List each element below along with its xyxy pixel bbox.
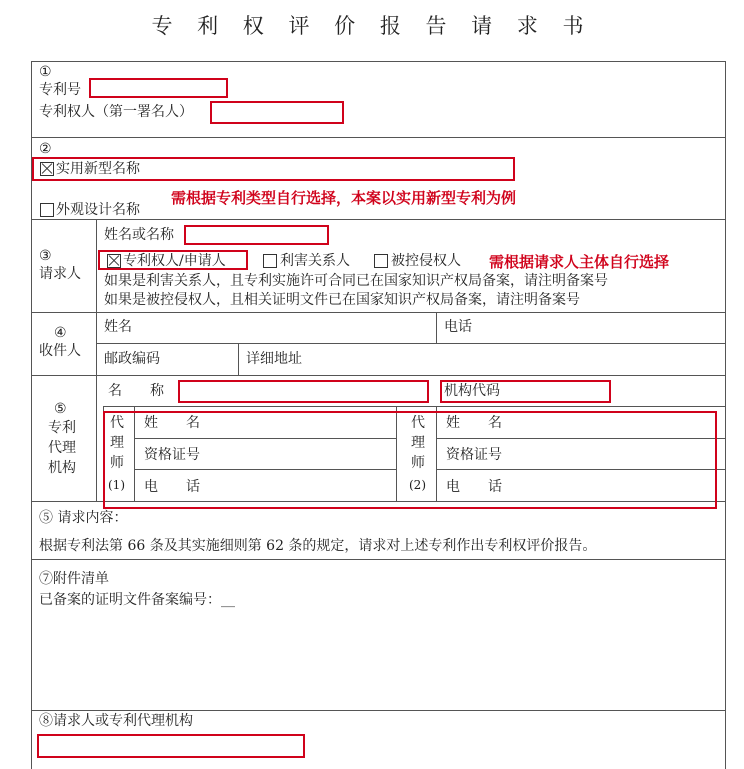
agency-label-line1: 专利 bbox=[48, 420, 76, 436]
agent1-char-3: 师 bbox=[110, 455, 124, 471]
utility-model-label: 实用新型名称 bbox=[56, 161, 140, 177]
agent1-index: (1) bbox=[108, 478, 125, 492]
frame-right bbox=[725, 61, 726, 769]
infringer-instruction: 如果是被控侵权人，且相关证明文件已在国家知识产权局备案，请注明备案号 bbox=[104, 292, 580, 308]
agent2-char-1: 代 bbox=[411, 415, 425, 431]
design-checkbox[interactable] bbox=[40, 203, 54, 217]
interested-party-checkbox[interactable] bbox=[263, 254, 277, 268]
agent1-cert-label: 资格证号 bbox=[144, 447, 200, 463]
section-2-number: ② bbox=[39, 141, 52, 157]
agency-label-line3: 机构 bbox=[48, 460, 76, 476]
phone-col-divider bbox=[436, 312, 437, 344]
section-4-number: ④ bbox=[54, 325, 67, 341]
patent-type-note: 需根据专利类型自行选择，本案以实用新型专利为例 bbox=[171, 189, 517, 207]
address-label: 详细地址 bbox=[246, 351, 302, 367]
signature-field[interactable] bbox=[37, 734, 305, 758]
agency-name-field[interactable] bbox=[178, 380, 429, 403]
org-code-field[interactable] bbox=[440, 380, 611, 403]
interested-party-label: 利害关系人 bbox=[280, 253, 350, 269]
utility-model-checkbox[interactable] bbox=[40, 162, 54, 176]
divider-8 bbox=[31, 710, 726, 711]
requester-type-note: 需根据请求人主体自行选择 bbox=[489, 253, 670, 271]
accused-infringer-checkbox[interactable] bbox=[374, 254, 388, 268]
accused-infringer-label: 被控侵权人 bbox=[391, 253, 461, 269]
attachments-heading: ⑦附件清单 bbox=[39, 571, 109, 587]
agency-label-line2: 代理 bbox=[48, 440, 76, 456]
patent-number-label: 专利号 bbox=[39, 82, 81, 98]
postcode-col-divider bbox=[238, 343, 239, 375]
divider-4 bbox=[96, 343, 726, 344]
patent-number-field[interactable] bbox=[89, 78, 228, 98]
section-5-number: ⑤ bbox=[54, 401, 67, 417]
agent2-char-3: 师 bbox=[411, 455, 425, 471]
agency-name-label: 名 称 bbox=[108, 383, 164, 399]
recipient-phone-label: 电话 bbox=[444, 319, 472, 335]
patent-holder-field[interactable] bbox=[210, 101, 344, 124]
agent2-char-2: 理 bbox=[411, 435, 425, 451]
section-3-number: ③ bbox=[39, 248, 52, 264]
divider-1 bbox=[31, 137, 726, 138]
agent-grid-top bbox=[103, 406, 725, 407]
agent2-index: (2) bbox=[409, 478, 426, 492]
agent2-cert-label: 资格证号 bbox=[446, 447, 502, 463]
divider-3 bbox=[31, 312, 726, 313]
patentee-label: 专利权人/申请人 bbox=[123, 253, 226, 269]
page-title: 专 利 权 评 价 报 告 请 求 书 bbox=[151, 14, 593, 38]
agent1-name-label: 姓 名 bbox=[144, 415, 200, 431]
design-label: 外观设计名称 bbox=[56, 202, 140, 218]
request-content-heading: ⑤ 请求内容： bbox=[39, 510, 128, 526]
agent2-name-label: 姓 名 bbox=[446, 415, 502, 431]
recipient-name-label: 姓名 bbox=[104, 319, 132, 335]
divider-5 bbox=[31, 375, 726, 376]
divider-2 bbox=[31, 219, 726, 220]
agent1-phone-label: 电 话 bbox=[144, 479, 200, 495]
patent-holder-label: 专利权人（第一署名人） bbox=[39, 104, 193, 120]
agent1-char-1: 代 bbox=[110, 415, 124, 431]
requester-label: 请求人 bbox=[39, 266, 81, 282]
request-content-text: 根据专利法第 66 条及其实施细则第 62 条的规定，请求对上述专利作出专利权评价报告。 bbox=[39, 538, 597, 554]
recipient-label: 收件人 bbox=[39, 343, 81, 359]
attachments-text: 已备案的证明文件备案编号：__ bbox=[39, 592, 235, 608]
org-code-label: 机构代码 bbox=[444, 383, 500, 399]
frame-top bbox=[31, 61, 726, 62]
divider-7 bbox=[31, 559, 726, 560]
agent1-char-2: 理 bbox=[110, 435, 124, 451]
signature-heading: ⑧请求人或专利代理机构 bbox=[39, 713, 193, 729]
requester-name-label: 姓名或名称 bbox=[104, 227, 174, 243]
interested-party-instruction: 如果是利害关系人，且专利实施许可合同已在国家知识产权局备案，请注明备案号 bbox=[104, 273, 608, 289]
label-col-divider bbox=[96, 219, 97, 501]
postcode-label: 邮政编码 bbox=[104, 351, 160, 367]
patentee-checkbox[interactable] bbox=[107, 254, 121, 268]
requester-name-field[interactable] bbox=[184, 225, 329, 245]
agent2-phone-label: 电 话 bbox=[446, 479, 502, 495]
section-1-number: ① bbox=[39, 64, 52, 80]
